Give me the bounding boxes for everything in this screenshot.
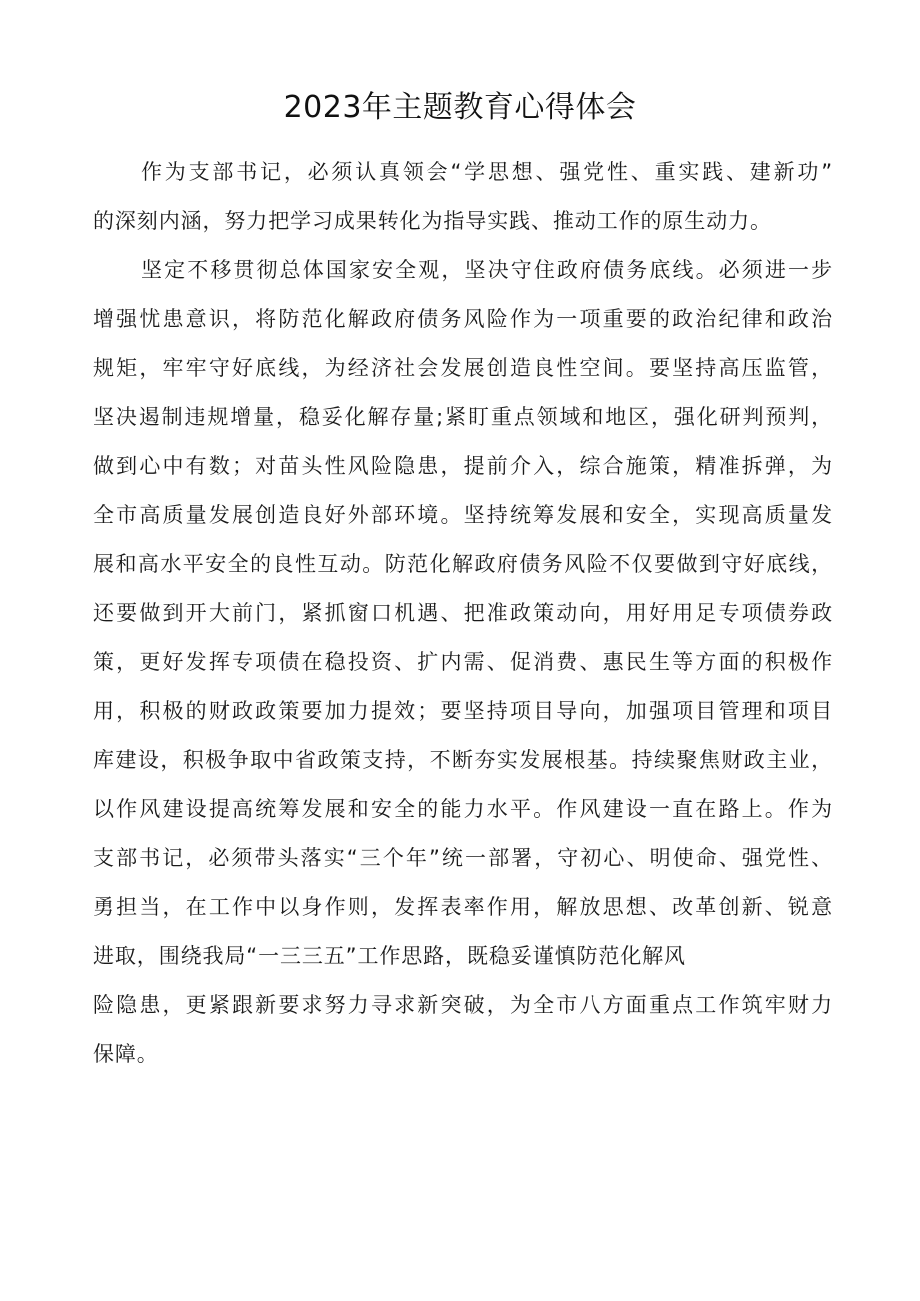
paragraph-line: 增强忧患意识，将防范化解政府债务风险作为一项重要的政治纪律和政治 [93, 307, 833, 331]
paragraph-line: 进取，围绕我局“一三三五”工作思路，既稳妥谨慎防范化解风 [93, 944, 686, 968]
paragraph-line: 险隐患，更紧跟新要求努力寻求新突破，为全市八方面重点工作筑牢财力 [93, 993, 833, 1017]
paragraph-line: 支部书记，必须带头落实“三个年”统一部署，守初心、明使命、强党性、 [93, 846, 833, 870]
paragraph-line: 用，积极的财政政策要加力提效；要坚持项目导向，加强项目管理和项目 [93, 699, 833, 723]
document-title: 2023年主题教育心得体会 [283, 90, 637, 125]
paragraph-line: 保障。 [93, 1042, 159, 1066]
document-body [93, 148, 833, 1079]
paragraph-line: 的深刻内涵，努力把学习成果转化为指导实践、推动工作的原生动力。 [93, 209, 772, 233]
paragraph-line: 坚决遏制违规增量，稳妥化解存量;紧盯重点领域和地区，强化研判预判， [93, 405, 833, 429]
paragraph-2 [93, 246, 833, 1079]
paragraph-line: 做到心中有数；对苗头性风险隐患，提前介入，综合施策，精准拆弹，为 [93, 454, 833, 478]
paragraph-line: 规矩，牢牢守好底线，为经济社会发展创造良性空间。要坚持高压监管， [93, 356, 833, 380]
paragraph-line: 展和高水平安全的良性互动。防范化解政府债务风险不仅要做到守好底线， [93, 552, 833, 576]
paragraph-line: 坚定不移贯彻总体国家安全观，坚决守住政府债务底线。必须进一步 [141, 258, 833, 282]
paragraph-line: 作为支部书记，必须认真领会“学思想、强党性、重实践、建新功” [141, 160, 833, 184]
paragraph-line: 以作风建设提高统筹发展和安全的能力水平。作风建设一直在路上。作为 [93, 797, 833, 821]
paragraph-line: 策，更好发挥专项债在稳投资、扩内需、促消费、惠民生等方面的积极作 [93, 650, 833, 674]
paragraph-line: 全市高质量发展创造良好外部环境。坚持统筹发展和安全，实现高质量发 [93, 503, 833, 527]
paragraph-line: 还要做到开大前门，紧抓窗口机遇、把准政策动向，用好用足专项债券政 [93, 601, 833, 625]
paragraph-line: 库建设，积极争取中省政策支持，不断夯实发展根基。持续聚焦财政主业， [93, 748, 833, 772]
paragraph-1 [93, 148, 833, 246]
paragraph-line: 勇担当，在工作中以身作则，发挥表率作用，解放思想、改革创新、锐意 [93, 895, 833, 919]
